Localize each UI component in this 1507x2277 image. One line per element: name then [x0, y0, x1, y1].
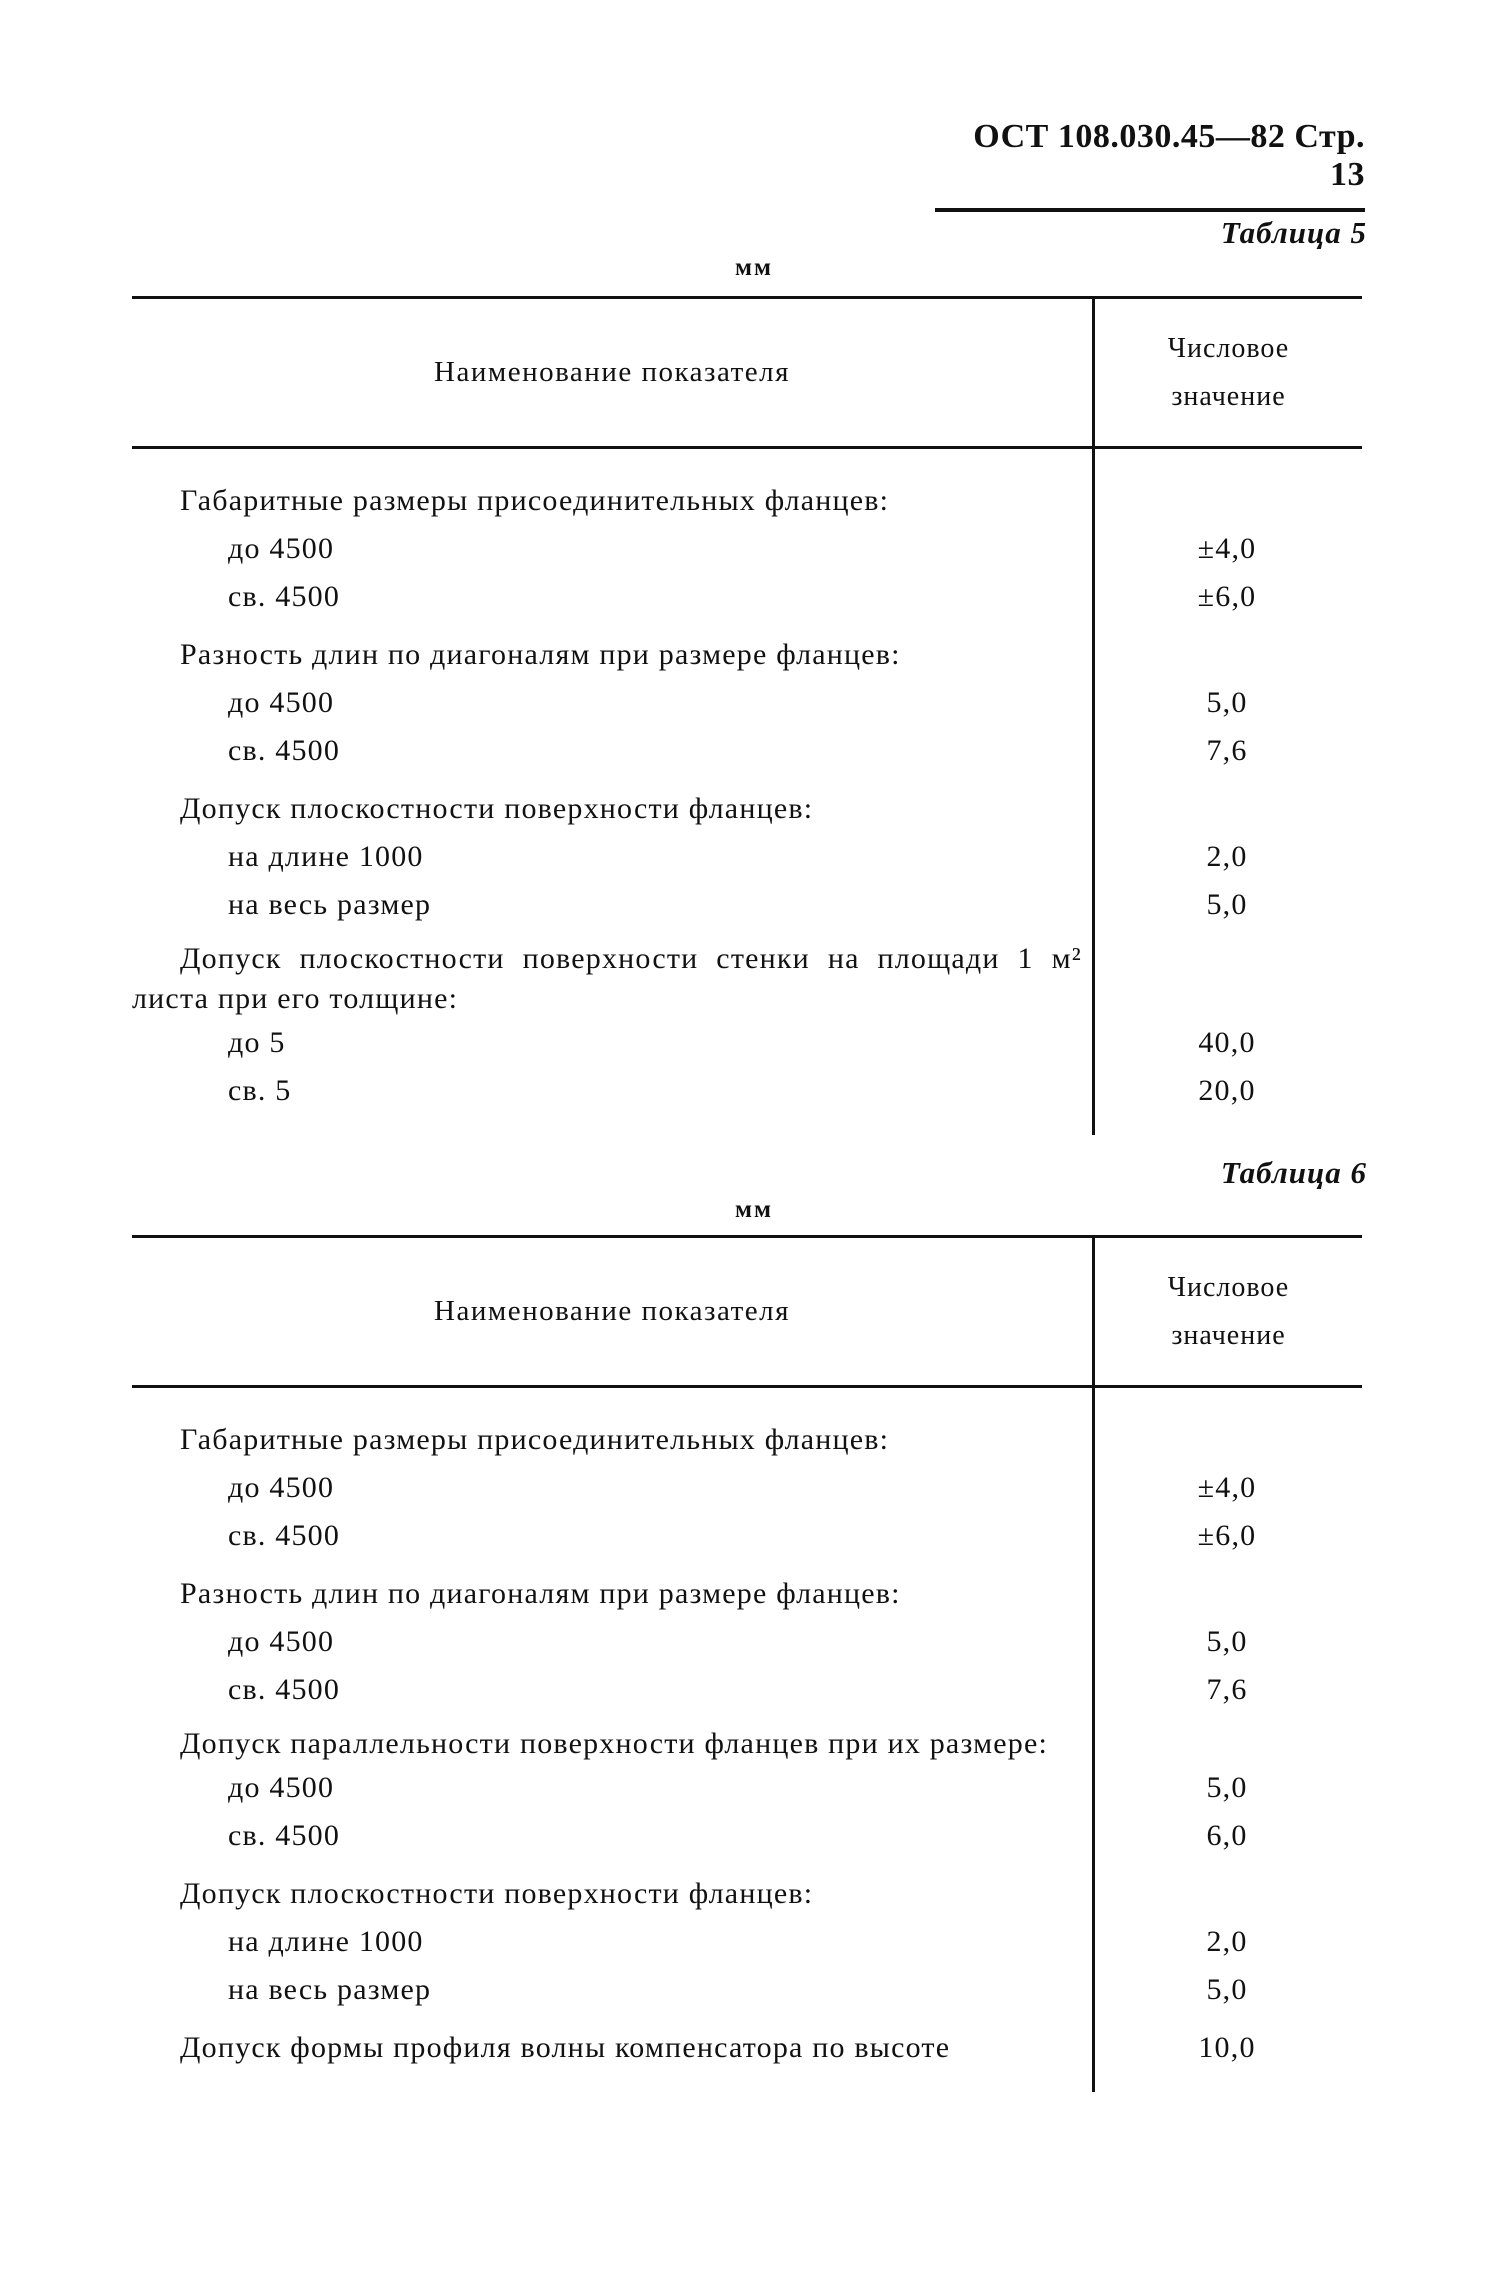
row-name: на весь размер [228, 1973, 432, 2006]
table-row [132, 2024, 1362, 2072]
row-name: Разность длин по диагоналям при размере фланцев: [180, 638, 901, 671]
row-value: 7,6 [1206, 1673, 1248, 1706]
column-header-name: Наименование показателя [434, 356, 790, 388]
table-row [132, 1019, 1362, 1067]
row-value [1092, 1570, 1362, 1618]
table-row [132, 939, 1362, 1019]
column-header-value-line1: Числовое [1167, 1271, 1290, 1303]
row-value: 2,0 [1206, 1925, 1248, 1958]
column-header-value-line2: значение [1171, 380, 1286, 412]
row-value [1092, 631, 1362, 679]
row-name: до 4500 [228, 1471, 335, 1504]
row-value [1092, 785, 1362, 833]
row-name: св. 4500 [228, 1819, 341, 1852]
row-name: Допуск плоскостности поверхности стенки на площади 1 м² листа при его толщине: [132, 942, 1082, 1015]
row-name: св. 5 [228, 1074, 292, 1107]
row-value [1092, 1724, 1362, 1764]
row-value [1092, 1416, 1362, 1464]
table-row [132, 1918, 1362, 1966]
table-row [132, 785, 1362, 833]
table-row [132, 881, 1362, 929]
row-value: 5,0 [1206, 888, 1248, 921]
column-header-value [1092, 299, 1362, 446]
row-value: 2,0 [1206, 840, 1248, 873]
row-name: св. 4500 [228, 580, 341, 613]
table-row [132, 1464, 1362, 1512]
row-value [1092, 477, 1362, 525]
row-value: 40,0 [1198, 1026, 1256, 1059]
row-value: 5,0 [1206, 686, 1248, 719]
row-name: до 4500 [228, 686, 335, 719]
row-name: на весь размер [228, 888, 432, 921]
column-divider [1092, 449, 1095, 1135]
row-value: ±4,0 [1197, 1471, 1257, 1504]
table-row [132, 833, 1362, 881]
row-name: Допуск формы профиля волны компенсатора по высоте [180, 2031, 951, 2064]
table-row [132, 1416, 1362, 1464]
row-value: 7,6 [1206, 734, 1248, 767]
table-header [132, 299, 1362, 446]
table-5 [132, 296, 1362, 1135]
table-row [132, 1764, 1362, 1812]
row-name: Допуск плоскостности поверхности фланцев: [180, 1877, 814, 1910]
row-name: Допуск параллельности поверхности фланцев при их размере: [180, 1727, 1049, 1760]
table-header [132, 1238, 1362, 1385]
row-value: 20,0 [1198, 1074, 1256, 1107]
table-row [132, 1570, 1362, 1618]
row-value: ±6,0 [1197, 580, 1257, 613]
table-6-unit: мм [735, 1196, 774, 1223]
table-row [132, 1666, 1362, 1714]
table-row [132, 525, 1362, 573]
row-value: 6,0 [1206, 1819, 1248, 1852]
row-name: до 4500 [228, 1625, 335, 1658]
row-value: 5,0 [1206, 1625, 1248, 1658]
row-value: 5,0 [1206, 1771, 1248, 1804]
row-name: до 4500 [228, 532, 335, 565]
table-row [132, 679, 1362, 727]
table-row [132, 1870, 1362, 1918]
table-6 [132, 1235, 1362, 2092]
table-row [132, 477, 1362, 525]
table-row [132, 631, 1362, 679]
row-value: 5,0 [1206, 1973, 1248, 2006]
table-body [132, 449, 1362, 1135]
column-header-name: Наименование показателя [434, 1295, 790, 1327]
row-name: на длине 1000 [228, 840, 424, 873]
table-body [132, 1388, 1362, 2092]
row-value: 10,0 [1198, 2031, 1256, 2064]
page-header: ОСТ 108.030.45—82 Стр. 13 [935, 118, 1365, 212]
table-row [132, 1618, 1362, 1666]
table-row [132, 727, 1362, 775]
table-row [132, 1724, 1362, 1764]
row-name: св. 4500 [228, 1673, 341, 1706]
table-row [132, 1966, 1362, 2014]
table-row [132, 573, 1362, 621]
row-name: Габаритные размеры присоединительных фланцев: [180, 1423, 890, 1456]
row-name: до 5 [228, 1026, 286, 1059]
table-6-label: Таблица 6 [1220, 1155, 1367, 1190]
row-value [1092, 939, 1362, 1019]
column-header-value [1092, 1238, 1362, 1385]
row-name: Допуск плоскостности поверхности фланцев: [180, 792, 814, 825]
table-5-label: Таблица 5 [1220, 215, 1367, 250]
column-divider [1092, 1388, 1095, 2092]
column-header-value-line1: Числовое [1167, 332, 1290, 364]
table-row [132, 1812, 1362, 1860]
row-value [1092, 1870, 1362, 1918]
row-name: Габаритные размеры присоединительных фланцев: [180, 484, 890, 517]
row-name: Разность длин по диагоналям при размере фланцев: [180, 1577, 901, 1610]
table-5-unit: мм [735, 254, 774, 281]
row-name: св. 4500 [228, 1519, 341, 1552]
column-header-value-line2: значение [1171, 1319, 1286, 1351]
row-value: ±4,0 [1197, 532, 1257, 565]
row-name: св. 4500 [228, 734, 341, 767]
row-value: ±6,0 [1197, 1519, 1257, 1552]
table-row [132, 1067, 1362, 1115]
row-name: до 4500 [228, 1771, 335, 1804]
row-name: на длине 1000 [228, 1925, 424, 1958]
table-row [132, 1512, 1362, 1560]
